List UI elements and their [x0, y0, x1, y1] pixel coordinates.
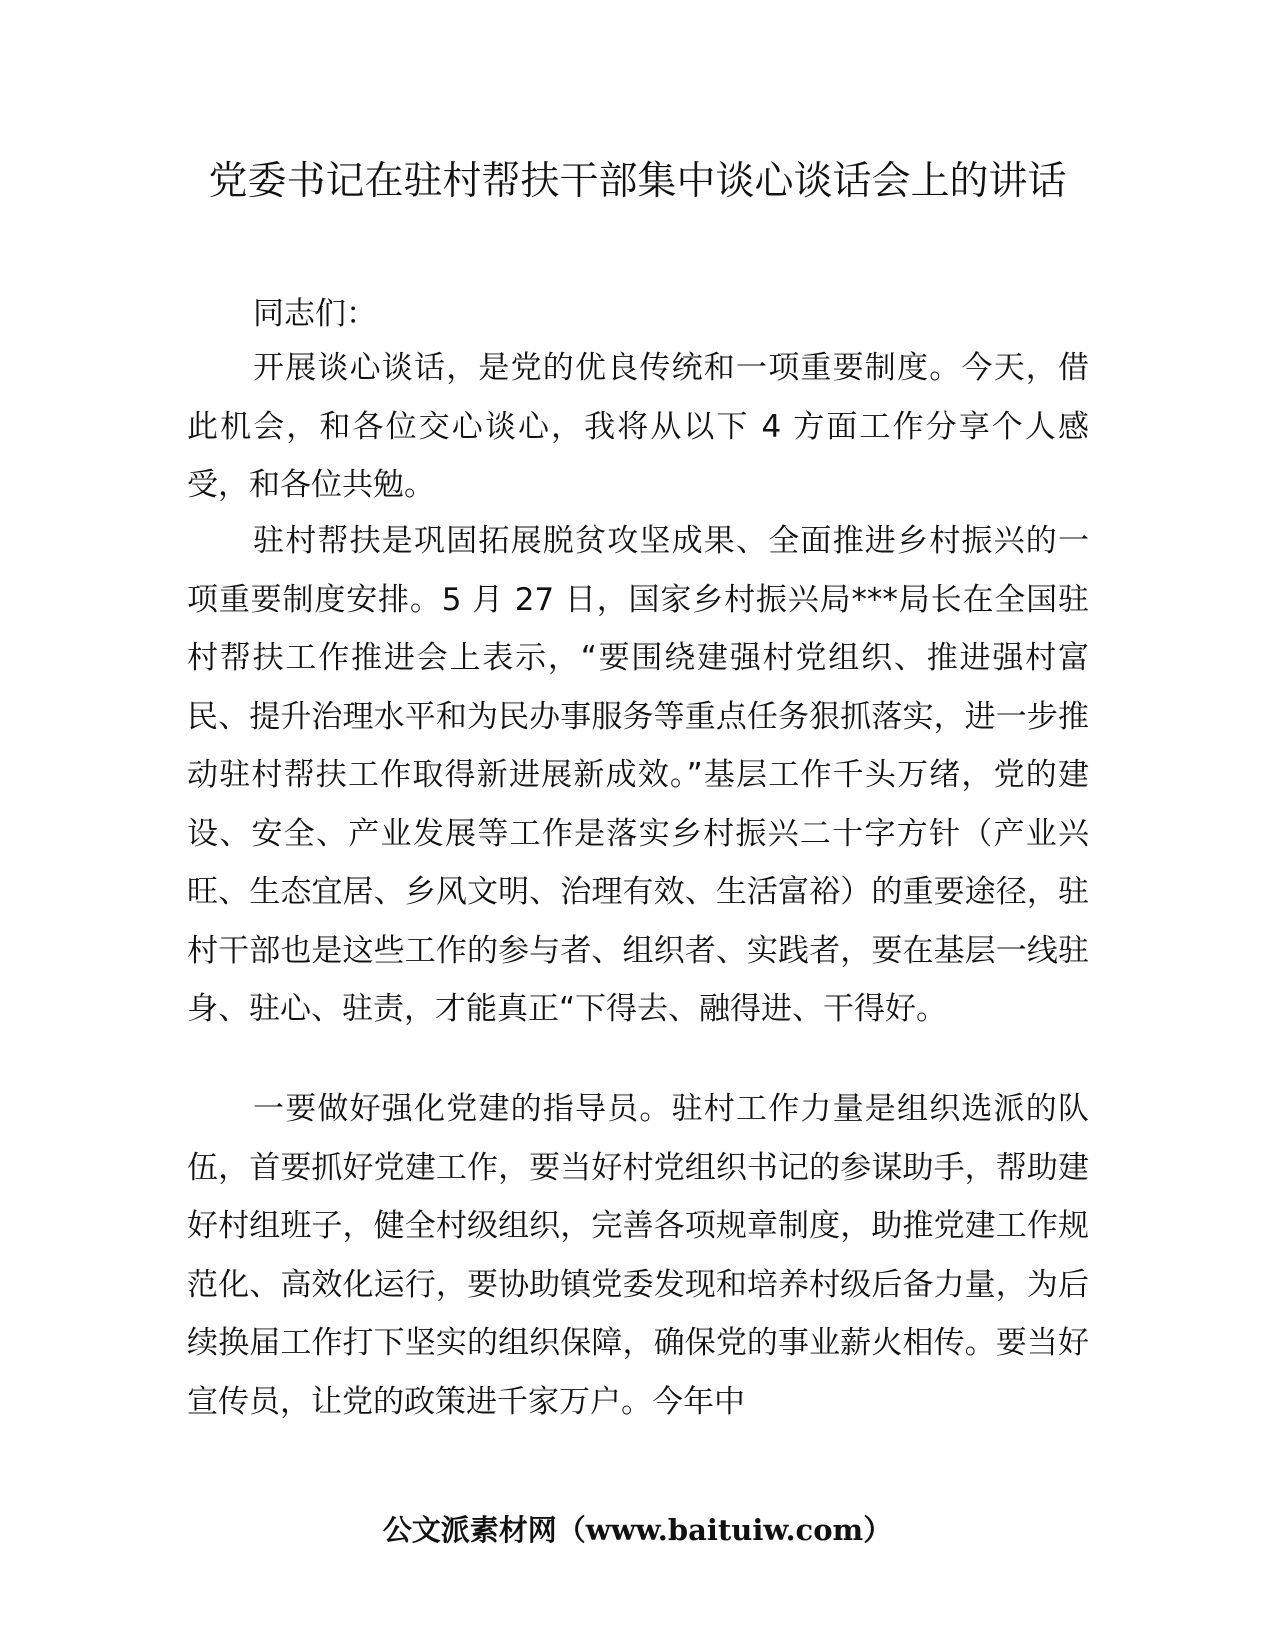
paragraph-point-one: 一要做好强化党建的指导员。驻村工作力量是组织选派的队伍，首要抓好党建工作，要当好村党组织书记的参谋助手，帮助建好村组班子，健全村级组织，完善各项规章制度，助推党建工作规范化、高效化运行，要协助镇党委发现和培养村级后备力量，为后续换届工作打下坚实的组织保障，确保党的事业薪火相传。要当好宣传员，让党的政策进千家万户。今年中 — [187, 1091, 1089, 1420]
paragraph-background: 驻村帮扶是巩固拓展脱贫攻坚成果、全面推进乡村振兴的一项重要制度安排。5 月 27 日，国家乡村振兴局***局长在全国驻村帮扶工作推进会上表示，“要围绕建强村党组织、推进强村富民、提升治理水平和为民办事服务等重点任务狠抓落实，进一步推动驻村帮扶工作取得新进展新成效。”基层工作千头万绪，党的建设、安全、产业发展等工作是落实乡村振兴二十字方针（产业兴旺、生态宜居、乡风文明、治理有效、生活富裕）的重要途径，驻村干部也是这些工作的参与者、组织者、实践者，要在基层一线驻身、驻心、驻责，才能真正“下得去、融得进、干得好。 — [187, 523, 1089, 1027]
salutation: 同志们： — [253, 296, 377, 332]
footer-watermark: 公文派素材网（www.baituiw.com） — [382, 1513, 893, 1547]
document-title: 党委书记在驻村帮扶干部集中谈心谈话会上的讲话 — [208, 159, 1067, 204]
paragraph-intro: 开展谈心谈话，是党的优良传统和一项重要制度。今天，借此机会，和各位交心谈心，我将从以下 4 方面工作分享个人感受，和各位共勉。 — [187, 350, 1089, 503]
